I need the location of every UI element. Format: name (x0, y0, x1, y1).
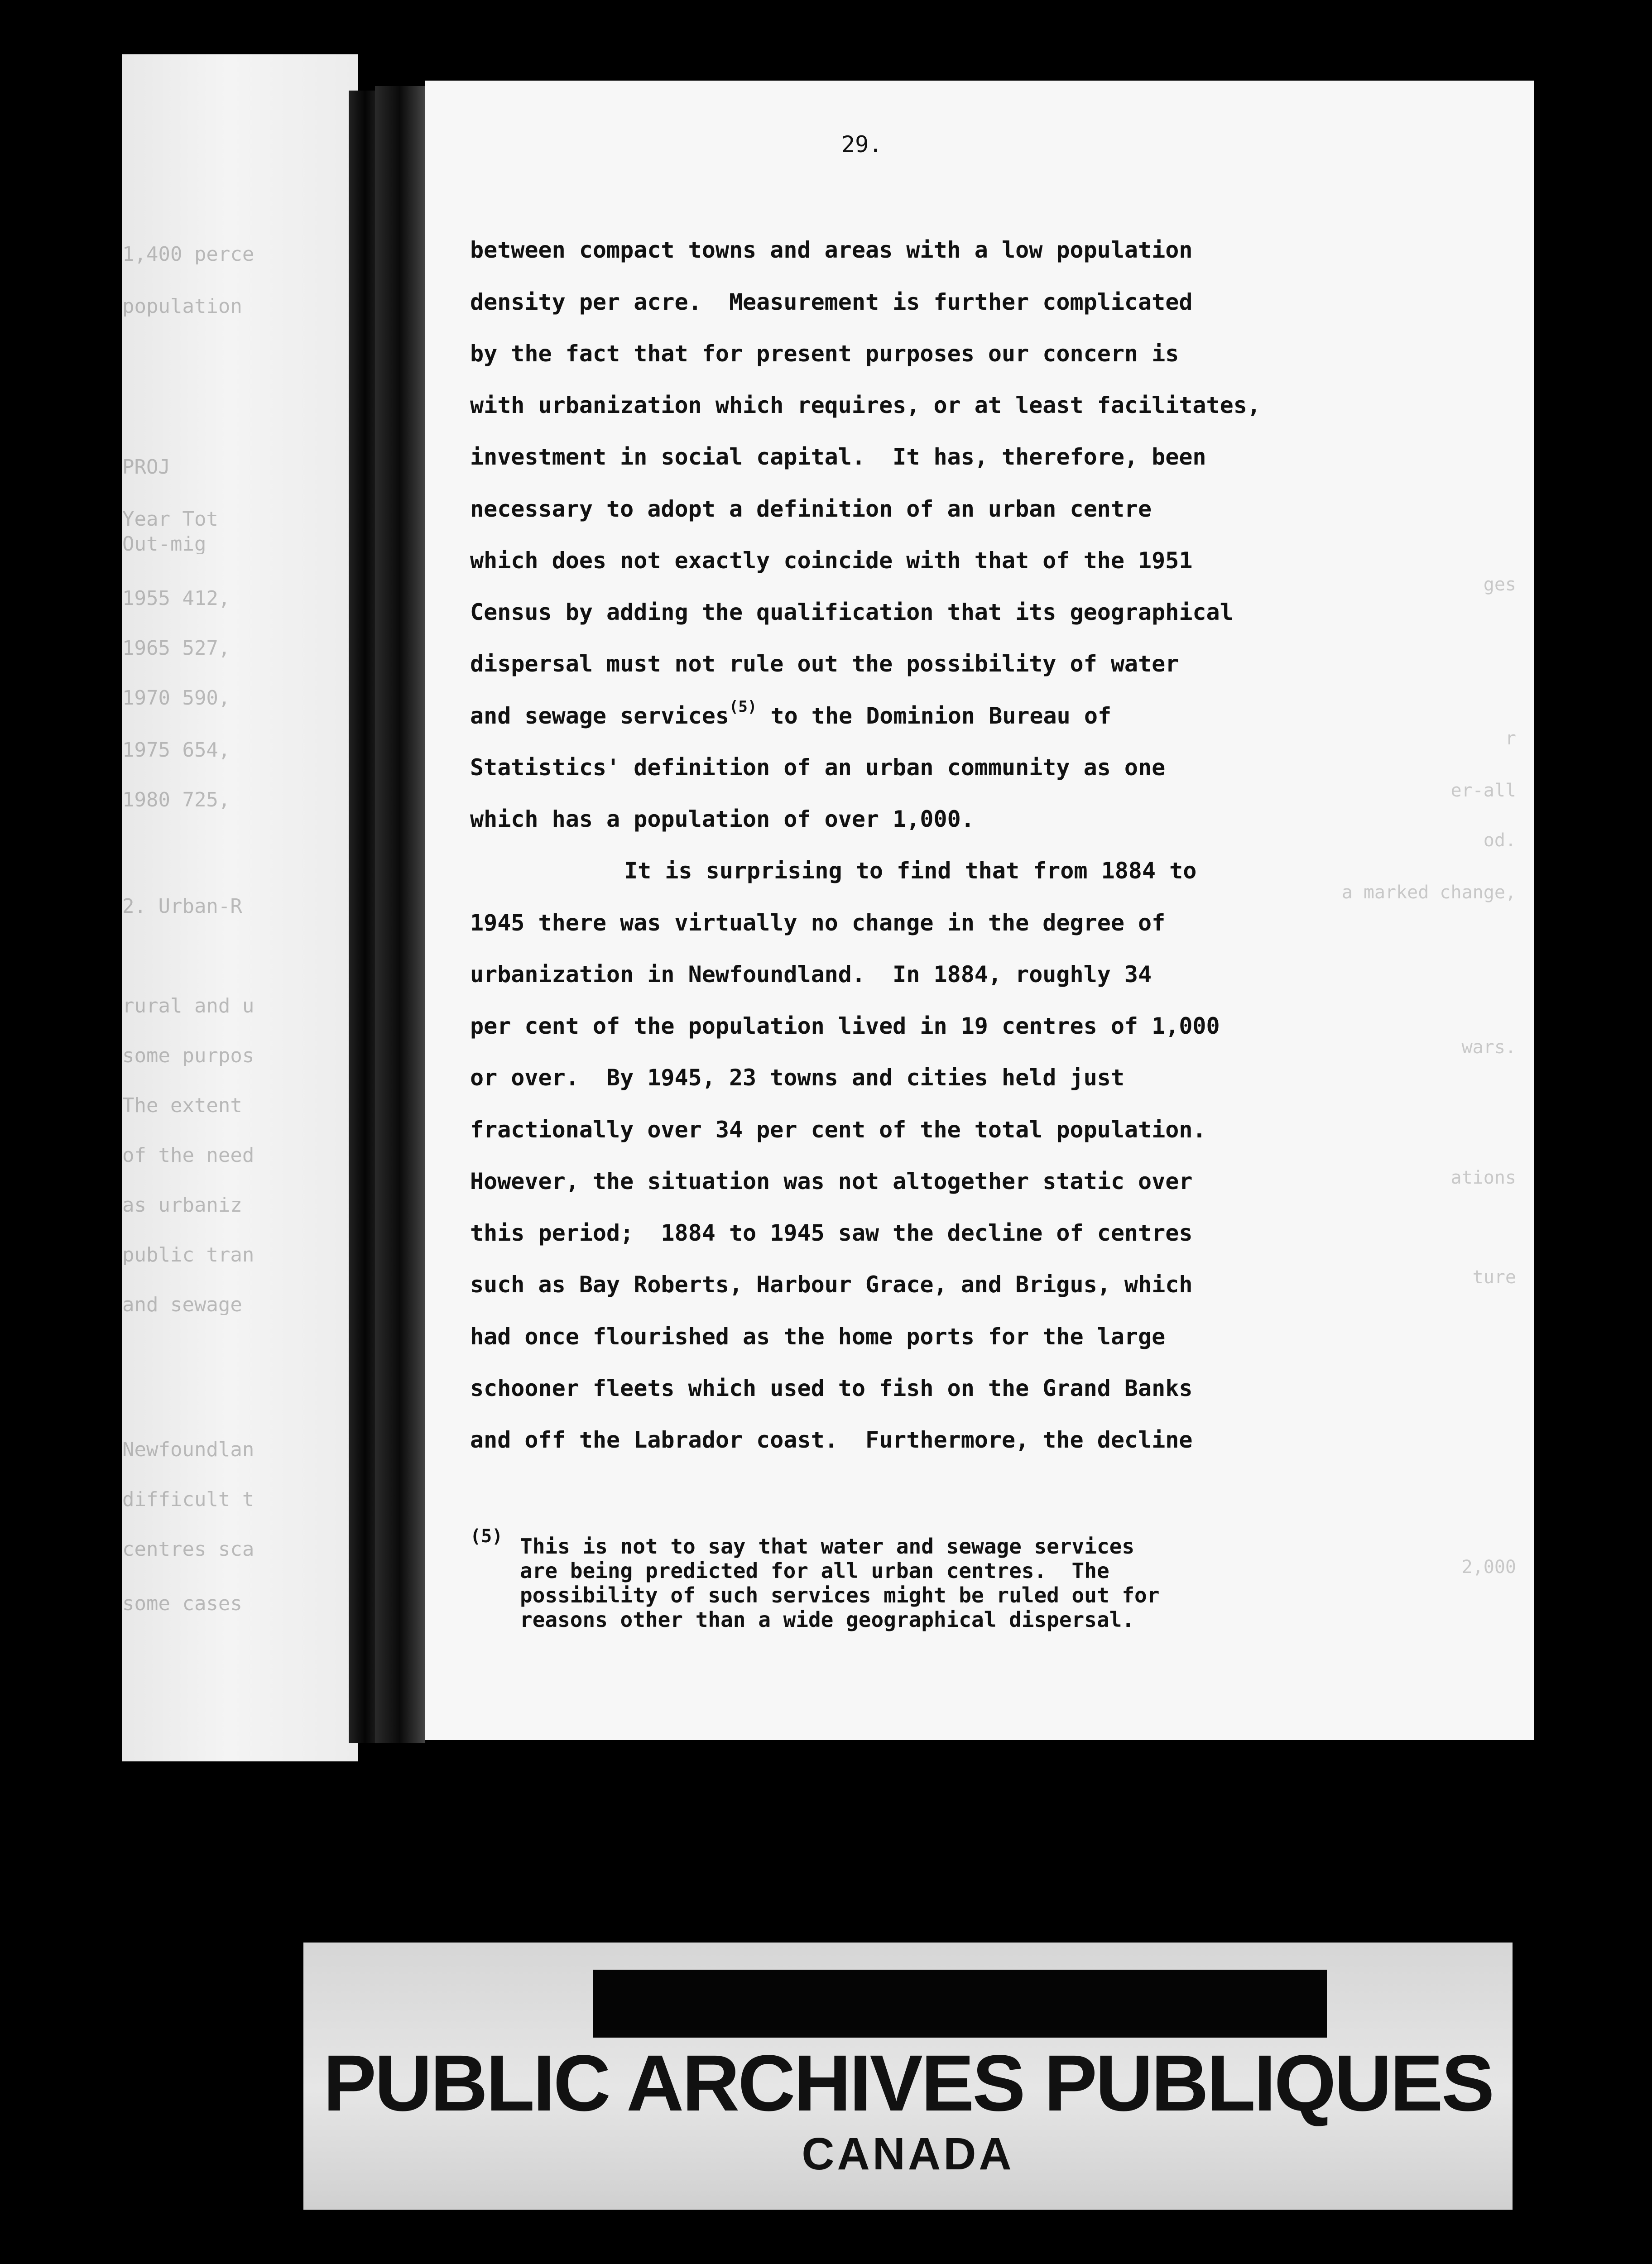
ghost-text: 1970 590, (122, 688, 231, 708)
bleed-through-text: a marked change, (1341, 882, 1516, 903)
body-line: investment in social capital. It has, therefore, been (470, 444, 1206, 470)
bleed-through-text: od. (1483, 830, 1516, 851)
ghost-text: of the need (122, 1146, 255, 1166)
page-number: 29. (841, 131, 883, 158)
footnote-reference: (5) (729, 698, 757, 716)
ghost-text: The extent (122, 1096, 242, 1116)
footnote-line: reasons other than a wide geographical dispersal. (520, 1607, 1135, 1632)
body-line: between compact towns and areas with a low population (470, 237, 1193, 263)
body-line-text: and sewage services (470, 703, 729, 729)
body-line: density per acre. Measurement is further complicated (470, 289, 1193, 315)
footnote-marker: (5) (470, 1526, 503, 1547)
body-line: schooner fleets which used to fish on the Grand Banks (470, 1375, 1193, 1401)
bleed-through-text: wars. (1461, 1037, 1516, 1058)
ghost-text: some purpos (122, 1046, 255, 1066)
body-line: which does not exactly coincide with that of the 1951 (470, 547, 1193, 574)
ghost-text: PROJ (122, 457, 170, 477)
body-line: this period; 1884 to 1945 saw the decline of centres (470, 1220, 1193, 1246)
ghost-text: some cases (122, 1594, 242, 1614)
body-line-with-footnote-ref (470, 698, 1112, 729)
ghost-text: Newfoundlan (122, 1440, 255, 1460)
footnote-line: are being predicted for all urban centres. The (520, 1559, 1109, 1583)
body-line: necessary to adopt a definition of an urban centre (470, 496, 1152, 522)
ghost-text: 1955 412, (122, 589, 231, 609)
archives-stamp (303, 1943, 1513, 2210)
stamp-subtitle: CANADA (802, 2129, 1014, 2179)
ghost-text: 1,400 perce (122, 245, 255, 264)
body-line: which has a population of over 1,000. (470, 806, 975, 832)
ghost-text: and sewage (122, 1295, 242, 1315)
body-line: Census by adding the qualification that its geographical (470, 599, 1234, 625)
ghost-text: as urbaniz (122, 1195, 242, 1215)
body-line: fractionally over 34 per cent of the total population. (470, 1117, 1206, 1143)
bleed-through-text: 2,000 (1461, 1557, 1516, 1578)
ghost-text: 1980 725, (122, 790, 231, 810)
body-line: 1945 there was virtually no change in the degree of (470, 910, 1166, 936)
stamp-title: PUBLIC ARCHIVES PUBLIQUES (323, 2039, 1493, 2128)
body-line: had once flourished as the home ports for the large (470, 1324, 1166, 1350)
body-line: Statistics' definition of an urban community as one (470, 754, 1166, 781)
body-line: per cent of the population lived in 19 centres of 1,000 (470, 1013, 1220, 1039)
body-line: dispersal must not rule out the possibility of water (470, 651, 1179, 677)
ghost-text: rural and u (122, 996, 255, 1016)
body-line: with urbanization which requires, or at least facilitates, (470, 392, 1261, 418)
ghost-text: 1965 527, (122, 638, 231, 658)
ghost-text: Year Tot (122, 509, 218, 529)
body-line: However, the situation was not altogether static over (470, 1168, 1193, 1194)
ghost-text: Out-mig (122, 534, 206, 554)
document-page (425, 81, 1534, 1740)
ghost-text: public tran (122, 1245, 255, 1265)
redaction-bar (593, 1970, 1327, 2038)
footnote-line: possibility of such services might be ruled out for (520, 1583, 1160, 1607)
body-line: such as Bay Roberts, Harbour Grace, and Brigus, which (470, 1271, 1193, 1298)
ghost-text: difficult t (122, 1490, 255, 1510)
footnote-line: This is not to say that water and sewage services (520, 1534, 1135, 1559)
body-line: by the fact that for present purposes our concern is (470, 341, 1179, 367)
bleed-through-text: ations (1450, 1167, 1516, 1188)
ghost-text: 2. Urban-R (122, 897, 242, 916)
page-edge (375, 86, 425, 1743)
previous-page-fold (122, 54, 358, 1761)
body-line: urbanization in Newfoundland. In 1884, roughly 34 (470, 961, 1152, 988)
bleed-through-text: r (1505, 728, 1516, 749)
body-line-continuation: to the Dominion Bureau of (757, 703, 1112, 729)
bleed-through-text: er-all (1450, 780, 1516, 801)
ghost-text: population (122, 297, 242, 317)
body-line: or over. By 1945, 23 towns and cities held just (470, 1065, 1124, 1091)
bleed-through-text: ges (1483, 574, 1516, 595)
ghost-text: 1975 654, (122, 740, 231, 760)
bleed-through-text: ture (1472, 1267, 1516, 1288)
binding-shadow (349, 91, 376, 1743)
body-line: and off the Labrador coast. Furthermore, the decline (470, 1427, 1193, 1453)
ghost-text: centres sca (122, 1540, 255, 1559)
paragraph-first-line: It is surprising to find that from 1884 to (624, 858, 1197, 884)
